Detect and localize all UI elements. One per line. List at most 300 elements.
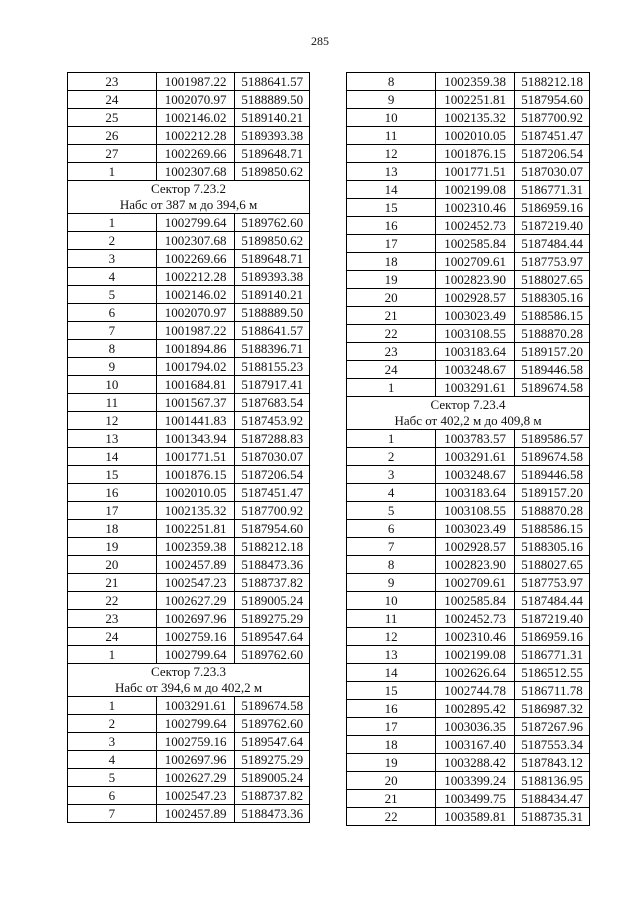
x-coordinate-cell: 1003108.55 (436, 325, 515, 343)
point-number-cell: 11 (347, 610, 436, 628)
y-coordinate-cell: 5186959.16 (515, 199, 590, 217)
y-coordinate-cell: 5189762.60 (235, 715, 310, 733)
y-coordinate-cell: 5187553.34 (515, 736, 590, 754)
y-coordinate-cell: 5188870.28 (515, 325, 590, 343)
point-number-cell: 3 (68, 733, 157, 751)
x-coordinate-cell: 1002146.02 (156, 109, 235, 127)
x-coordinate-cell: 1001794.02 (156, 358, 235, 376)
x-coordinate-cell: 1001987.22 (156, 73, 235, 91)
x-coordinate-cell: 1002070.97 (156, 304, 235, 322)
x-coordinate-cell: 1002627.29 (156, 592, 235, 610)
x-coordinate-cell: 1001876.15 (156, 466, 235, 484)
table-row (347, 610, 590, 628)
point-number-cell: 22 (347, 808, 436, 826)
y-coordinate-cell: 5189393.38 (235, 268, 310, 286)
table-row (347, 700, 590, 718)
y-coordinate-cell: 5189005.24 (235, 769, 310, 787)
point-number-cell: 4 (68, 751, 157, 769)
table-row (347, 754, 590, 772)
point-number-cell: 1 (68, 697, 157, 715)
y-coordinate-cell: 5187843.12 (515, 754, 590, 772)
y-coordinate-cell: 5189393.38 (235, 127, 310, 145)
x-coordinate-cell: 1002547.23 (156, 574, 235, 592)
table-row (347, 718, 590, 736)
point-number-cell: 8 (347, 73, 436, 91)
table-row (68, 484, 310, 502)
x-coordinate-cell: 1001567.37 (156, 394, 235, 412)
table-row (68, 376, 310, 394)
sector-heading: Сектор 7.23.3 (68, 664, 310, 681)
y-coordinate-cell: 5187288.83 (235, 430, 310, 448)
point-number-cell: 16 (347, 217, 436, 235)
height-range-label: Набс от 402,2 м до 409,8 м (347, 413, 590, 430)
point-number-cell: 6 (68, 787, 157, 805)
table-row (347, 91, 590, 109)
y-coordinate-cell: 5188434.47 (515, 790, 590, 808)
y-coordinate-cell: 5189275.29 (235, 751, 310, 769)
x-coordinate-cell: 1002310.46 (436, 199, 515, 217)
y-coordinate-cell: 5186771.31 (515, 181, 590, 199)
table-row (68, 163, 310, 181)
table-row (347, 448, 590, 466)
table-row (347, 217, 590, 235)
point-number-cell: 9 (347, 574, 436, 592)
point-number-cell: 10 (347, 109, 436, 127)
y-coordinate-cell: 5188136.95 (515, 772, 590, 790)
x-coordinate-cell: 1002697.96 (156, 610, 235, 628)
y-coordinate-cell: 5187954.60 (235, 520, 310, 538)
point-number-cell: 10 (68, 376, 157, 394)
y-coordinate-cell: 5187030.07 (515, 163, 590, 181)
table-row (347, 790, 590, 808)
point-number-cell: 18 (68, 520, 157, 538)
x-coordinate-cell: 1003023.49 (436, 520, 515, 538)
y-coordinate-cell: 5187954.60 (515, 91, 590, 109)
point-number-cell: 23 (68, 610, 157, 628)
coordinates-table-left (67, 72, 310, 823)
table-row (68, 697, 310, 715)
point-number-cell: 22 (347, 325, 436, 343)
sector-heading: Сектор 7.23.2 (68, 181, 310, 198)
x-coordinate-cell: 1002585.84 (436, 235, 515, 253)
table-row (68, 520, 310, 538)
y-coordinate-cell: 5188305.16 (515, 289, 590, 307)
x-coordinate-cell: 1003023.49 (436, 307, 515, 325)
y-coordinate-cell: 5189850.62 (235, 163, 310, 181)
y-coordinate-cell: 5186771.31 (515, 646, 590, 664)
table-row (68, 358, 310, 376)
x-coordinate-cell: 1002135.32 (436, 109, 515, 127)
table-row (347, 556, 590, 574)
point-number-cell: 10 (347, 592, 436, 610)
point-number-cell: 6 (347, 520, 436, 538)
point-number-cell: 2 (68, 232, 157, 250)
table-row (347, 538, 590, 556)
x-coordinate-cell: 1002457.89 (156, 556, 235, 574)
table-row (347, 235, 590, 253)
point-number-cell: 7 (68, 322, 157, 340)
x-coordinate-cell: 1002199.08 (436, 181, 515, 199)
y-coordinate-cell: 5188155.23 (235, 358, 310, 376)
sector-heading-row (347, 397, 590, 414)
x-coordinate-cell: 1001771.51 (156, 448, 235, 466)
table-row (347, 430, 590, 448)
x-coordinate-cell: 1003291.61 (156, 697, 235, 715)
x-coordinate-cell: 1002744.78 (436, 682, 515, 700)
y-coordinate-cell: 5187753.97 (515, 574, 590, 592)
table-row (68, 214, 310, 232)
table-row (68, 232, 310, 250)
table-row (68, 448, 310, 466)
table-row (347, 379, 590, 397)
x-coordinate-cell: 1003291.61 (436, 379, 515, 397)
table-row (68, 322, 310, 340)
x-coordinate-cell: 1002251.81 (156, 520, 235, 538)
x-coordinate-cell: 1003589.81 (436, 808, 515, 826)
point-number-cell: 24 (68, 91, 157, 109)
point-number-cell: 22 (68, 592, 157, 610)
point-number-cell: 4 (347, 484, 436, 502)
point-number-cell: 1 (347, 379, 436, 397)
y-coordinate-cell: 5187267.96 (515, 718, 590, 736)
point-number-cell: 26 (68, 127, 157, 145)
point-number-cell: 15 (347, 199, 436, 217)
point-number-cell: 24 (68, 628, 157, 646)
point-number-cell: 23 (347, 343, 436, 361)
point-number-cell: 12 (347, 145, 436, 163)
x-coordinate-cell: 1002135.32 (156, 502, 235, 520)
page-number: 285 (311, 34, 329, 48)
x-coordinate-cell: 1002697.96 (156, 751, 235, 769)
y-coordinate-cell: 5189446.58 (515, 466, 590, 484)
x-coordinate-cell: 1002212.28 (156, 268, 235, 286)
y-coordinate-cell: 5187683.54 (235, 394, 310, 412)
x-coordinate-cell: 1002452.73 (436, 217, 515, 235)
point-number-cell: 27 (68, 145, 157, 163)
table-row (68, 91, 310, 109)
y-coordinate-cell: 5186711.78 (515, 682, 590, 700)
y-coordinate-cell: 5188586.15 (515, 307, 590, 325)
y-coordinate-cell: 5189140.21 (235, 286, 310, 304)
x-coordinate-cell: 1001876.15 (436, 145, 515, 163)
coordinates-table-right (346, 72, 590, 826)
x-coordinate-cell: 1002928.57 (436, 538, 515, 556)
x-coordinate-cell: 1002759.16 (156, 628, 235, 646)
table-row (68, 109, 310, 127)
x-coordinate-cell: 1001343.94 (156, 430, 235, 448)
point-number-cell: 24 (347, 361, 436, 379)
y-coordinate-cell: 5188889.50 (235, 304, 310, 322)
point-number-cell: 21 (347, 790, 436, 808)
table-row (68, 805, 310, 823)
x-coordinate-cell: 1002010.05 (156, 484, 235, 502)
y-coordinate-cell: 5189157.20 (515, 343, 590, 361)
table-row (347, 307, 590, 325)
y-coordinate-cell: 5188586.15 (515, 520, 590, 538)
y-coordinate-cell: 5189275.29 (235, 610, 310, 628)
x-coordinate-cell: 1003183.64 (436, 484, 515, 502)
x-coordinate-cell: 1003248.67 (436, 466, 515, 484)
table-row (68, 430, 310, 448)
y-coordinate-cell: 5189762.60 (235, 214, 310, 232)
x-coordinate-cell: 1003288.42 (436, 754, 515, 772)
table-row (347, 484, 590, 502)
table-row (68, 538, 310, 556)
table-row (68, 751, 310, 769)
point-number-cell: 13 (347, 163, 436, 181)
x-coordinate-cell: 1002823.90 (436, 271, 515, 289)
x-coordinate-cell: 1002359.38 (436, 73, 515, 91)
x-coordinate-cell: 1003036.35 (436, 718, 515, 736)
x-coordinate-cell: 1002585.84 (436, 592, 515, 610)
x-coordinate-cell: 1003399.24 (436, 772, 515, 790)
point-number-cell: 9 (347, 91, 436, 109)
table-row (347, 466, 590, 484)
table-row (347, 109, 590, 127)
y-coordinate-cell: 5189674.58 (235, 697, 310, 715)
table-row (347, 145, 590, 163)
y-coordinate-cell: 5187451.47 (515, 127, 590, 145)
table-row (347, 646, 590, 664)
table-row (68, 574, 310, 592)
table-row (347, 502, 590, 520)
y-coordinate-cell: 5188641.57 (235, 73, 310, 91)
point-number-cell: 5 (347, 502, 436, 520)
point-number-cell: 19 (68, 538, 157, 556)
point-number-cell: 13 (347, 646, 436, 664)
table-row (347, 253, 590, 271)
y-coordinate-cell: 5188473.36 (235, 556, 310, 574)
point-number-cell: 14 (68, 448, 157, 466)
table-row (347, 664, 590, 682)
table-row (68, 394, 310, 412)
x-coordinate-cell: 1003291.61 (436, 448, 515, 466)
table-row (347, 73, 590, 91)
y-coordinate-cell: 5189547.64 (235, 733, 310, 751)
y-coordinate-cell: 5187700.92 (515, 109, 590, 127)
y-coordinate-cell: 5188737.82 (235, 574, 310, 592)
x-coordinate-cell: 1001684.81 (156, 376, 235, 394)
x-coordinate-cell: 1002359.38 (156, 538, 235, 556)
point-number-cell: 15 (68, 466, 157, 484)
x-coordinate-cell: 1002457.89 (156, 805, 235, 823)
table-row (68, 466, 310, 484)
x-coordinate-cell: 1003248.67 (436, 361, 515, 379)
point-number-cell: 5 (68, 769, 157, 787)
table-row (68, 646, 310, 664)
table-row (347, 127, 590, 145)
y-coordinate-cell: 5187484.44 (515, 235, 590, 253)
x-coordinate-cell: 1001771.51 (436, 163, 515, 181)
table-row (68, 787, 310, 805)
x-coordinate-cell: 1001987.22 (156, 322, 235, 340)
y-coordinate-cell: 5186987.32 (515, 700, 590, 718)
y-coordinate-cell: 5187030.07 (235, 448, 310, 466)
point-number-cell: 13 (68, 430, 157, 448)
x-coordinate-cell: 1002626.64 (436, 664, 515, 682)
x-coordinate-cell: 1002799.64 (156, 715, 235, 733)
table-row (347, 181, 590, 199)
x-coordinate-cell: 1002547.23 (156, 787, 235, 805)
y-coordinate-cell: 5187219.40 (515, 217, 590, 235)
table-row (68, 250, 310, 268)
point-number-cell: 11 (347, 127, 436, 145)
y-coordinate-cell: 5188870.28 (515, 502, 590, 520)
point-number-cell: 14 (347, 181, 436, 199)
y-coordinate-cell: 5189648.71 (235, 145, 310, 163)
point-number-cell: 1 (68, 646, 157, 664)
height-range-label: Набс от 387 м до 394,6 м (68, 197, 310, 214)
table-row (68, 502, 310, 520)
table-row (68, 715, 310, 733)
y-coordinate-cell: 5187219.40 (515, 610, 590, 628)
table-row (68, 304, 310, 322)
table-row (347, 772, 590, 790)
table-row (347, 163, 590, 181)
y-coordinate-cell: 5189762.60 (235, 646, 310, 664)
point-number-cell: 16 (347, 700, 436, 718)
x-coordinate-cell: 1002070.97 (156, 91, 235, 109)
y-coordinate-cell: 5186512.55 (515, 664, 590, 682)
table-row (347, 289, 590, 307)
point-number-cell: 15 (347, 682, 436, 700)
point-number-cell: 20 (68, 556, 157, 574)
y-coordinate-cell: 5186959.16 (515, 628, 590, 646)
table-row (68, 733, 310, 751)
table-row (347, 271, 590, 289)
table-row (68, 592, 310, 610)
point-number-cell: 3 (68, 250, 157, 268)
point-number-cell: 5 (68, 286, 157, 304)
x-coordinate-cell: 1002307.68 (156, 232, 235, 250)
table-row (347, 628, 590, 646)
point-number-cell: 17 (68, 502, 157, 520)
x-coordinate-cell: 1002307.68 (156, 163, 235, 181)
x-coordinate-cell: 1002895.42 (436, 700, 515, 718)
y-coordinate-cell: 5187917.41 (235, 376, 310, 394)
x-coordinate-cell: 1003167.40 (436, 736, 515, 754)
point-number-cell: 12 (347, 628, 436, 646)
point-number-cell: 20 (347, 772, 436, 790)
x-coordinate-cell: 1003783.57 (436, 430, 515, 448)
y-coordinate-cell: 5188212.18 (235, 538, 310, 556)
sector-heading-row (68, 664, 310, 681)
point-number-cell: 21 (347, 307, 436, 325)
y-coordinate-cell: 5189547.64 (235, 628, 310, 646)
sector-heading-row (68, 181, 310, 198)
point-number-cell: 21 (68, 574, 157, 592)
point-number-cell: 7 (347, 538, 436, 556)
x-coordinate-cell: 1002709.61 (436, 574, 515, 592)
sector-heading: Сектор 7.23.4 (347, 397, 590, 414)
x-coordinate-cell: 1002212.28 (156, 127, 235, 145)
table-row (68, 769, 310, 787)
table-row (68, 412, 310, 430)
table-row (347, 682, 590, 700)
table-row (68, 286, 310, 304)
point-number-cell: 25 (68, 109, 157, 127)
table-row (347, 199, 590, 217)
x-coordinate-cell: 1002310.46 (436, 628, 515, 646)
y-coordinate-cell: 5188396.71 (235, 340, 310, 358)
x-coordinate-cell: 1002928.57 (436, 289, 515, 307)
table-row (347, 361, 590, 379)
y-coordinate-cell: 5187206.54 (235, 466, 310, 484)
x-coordinate-cell: 1002199.08 (436, 646, 515, 664)
y-coordinate-cell: 5188641.57 (235, 322, 310, 340)
point-number-cell: 6 (68, 304, 157, 322)
x-coordinate-cell: 1002709.61 (436, 253, 515, 271)
y-coordinate-cell: 5187700.92 (235, 502, 310, 520)
point-number-cell: 12 (68, 412, 157, 430)
y-coordinate-cell: 5189648.71 (235, 250, 310, 268)
y-coordinate-cell: 5187453.92 (235, 412, 310, 430)
table-row (347, 520, 590, 538)
x-coordinate-cell: 1002823.90 (436, 556, 515, 574)
x-coordinate-cell: 1002269.66 (156, 145, 235, 163)
point-number-cell: 2 (68, 715, 157, 733)
x-coordinate-cell: 1003499.75 (436, 790, 515, 808)
point-number-cell: 3 (347, 466, 436, 484)
x-coordinate-cell: 1001441.83 (156, 412, 235, 430)
y-coordinate-cell: 5188027.65 (515, 271, 590, 289)
height-range-row (68, 197, 310, 214)
y-coordinate-cell: 5188212.18 (515, 73, 590, 91)
x-coordinate-cell: 1002269.66 (156, 250, 235, 268)
y-coordinate-cell: 5189850.62 (235, 232, 310, 250)
height-range-row (68, 680, 310, 697)
y-coordinate-cell: 5188735.31 (515, 808, 590, 826)
x-coordinate-cell: 1002010.05 (436, 127, 515, 145)
table-row (347, 343, 590, 361)
point-number-cell: 19 (347, 754, 436, 772)
point-number-cell: 8 (68, 340, 157, 358)
table-row (68, 628, 310, 646)
point-number-cell: 16 (68, 484, 157, 502)
point-number-cell: 17 (347, 235, 436, 253)
y-coordinate-cell: 5187753.97 (515, 253, 590, 271)
x-coordinate-cell: 1001894.86 (156, 340, 235, 358)
y-coordinate-cell: 5189446.58 (515, 361, 590, 379)
point-number-cell: 18 (347, 253, 436, 271)
x-coordinate-cell: 1002799.64 (156, 646, 235, 664)
table-row (347, 736, 590, 754)
y-coordinate-cell: 5188473.36 (235, 805, 310, 823)
point-number-cell: 17 (347, 718, 436, 736)
table-row (68, 340, 310, 358)
point-number-cell: 4 (68, 268, 157, 286)
height-range-row (347, 413, 590, 430)
y-coordinate-cell: 5188305.16 (515, 538, 590, 556)
y-coordinate-cell: 5187451.47 (235, 484, 310, 502)
x-coordinate-cell: 1002251.81 (436, 91, 515, 109)
point-number-cell: 8 (347, 556, 436, 574)
point-number-cell: 19 (347, 271, 436, 289)
point-number-cell: 11 (68, 394, 157, 412)
point-number-cell: 9 (68, 358, 157, 376)
y-coordinate-cell: 5187484.44 (515, 592, 590, 610)
y-coordinate-cell: 5189140.21 (235, 109, 310, 127)
x-coordinate-cell: 1002799.64 (156, 214, 235, 232)
x-coordinate-cell: 1002627.29 (156, 769, 235, 787)
point-number-cell: 18 (347, 736, 436, 754)
y-coordinate-cell: 5187206.54 (515, 145, 590, 163)
y-coordinate-cell: 5189005.24 (235, 592, 310, 610)
table-row (68, 556, 310, 574)
y-coordinate-cell: 5189586.57 (515, 430, 590, 448)
table-row (347, 325, 590, 343)
x-coordinate-cell: 1003108.55 (436, 502, 515, 520)
